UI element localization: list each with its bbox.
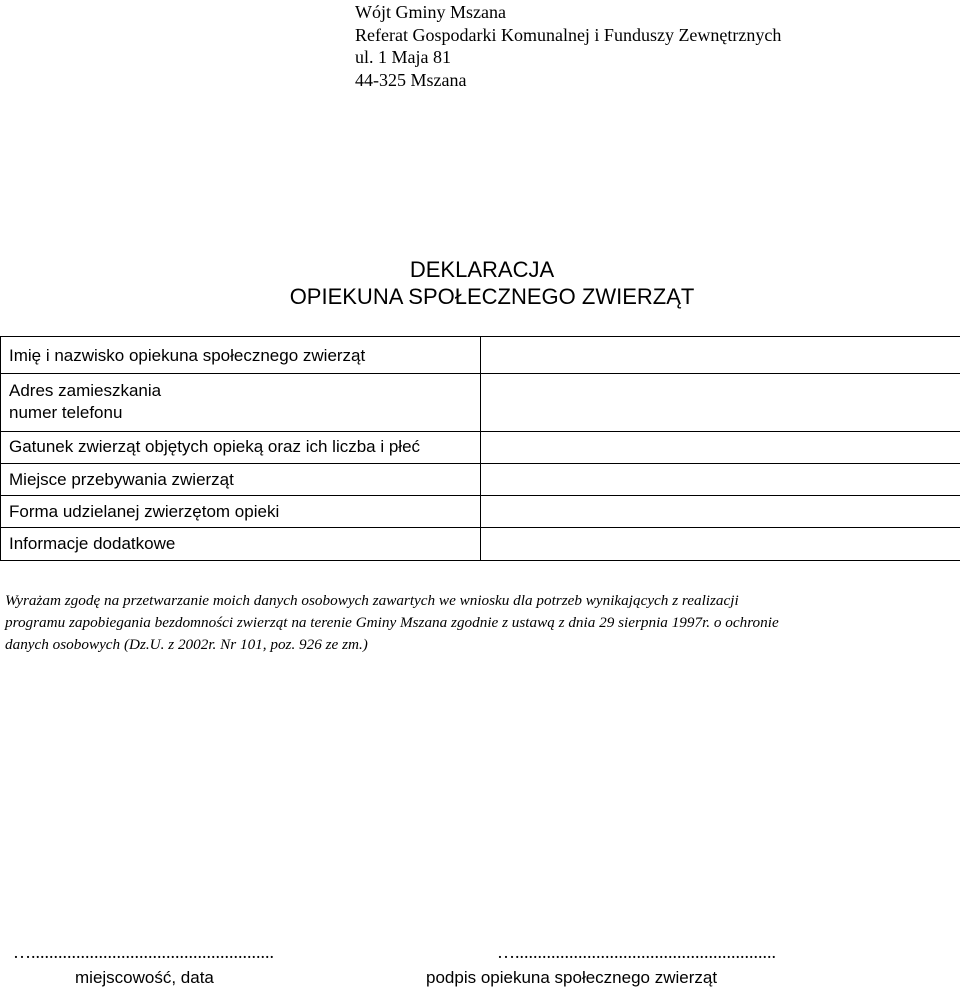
consent-statement	[5, 590, 960, 657]
document-title: DEKLARACJA	[409, 257, 555, 282]
consent-line: Wyrażam zgodę na przetwarzanie moich danych osobowych zawartych we wniosku dla potrzeb wynikających z realizacji	[5, 592, 739, 609]
place-date-signature-line: …......................................................	[13, 942, 274, 962]
form-row-care-form	[1, 496, 960, 528]
form-field-address[interactable]	[481, 374, 960, 432]
form-row-species	[1, 432, 960, 464]
place-date-label: miejscowość, data	[75, 968, 214, 987]
form-row-address	[1, 374, 960, 432]
form-field-care-form[interactable]	[481, 496, 960, 528]
form-field-location[interactable]	[481, 464, 960, 496]
guardian-signature-label: podpis opiekuna społecznego zwierząt	[426, 968, 718, 987]
form-row-location	[1, 464, 960, 496]
form-row-additional-info	[1, 528, 960, 561]
form-label-additional-info: Informacje dodatkowe	[1, 528, 481, 561]
form-label-location: Miejsce przebywania zwierząt	[1, 464, 481, 496]
form-label-species: Gatunek zwierząt objętych opieką oraz ich liczba i płeć	[1, 432, 481, 464]
document-subtitle: OPIEKUNA SPOŁECZNEGO ZWIERZĄT	[289, 284, 695, 309]
address-line-postal: 44-325 Mszana	[355, 69, 467, 90]
form-label-name: Imię i nazwisko opiekuna społecznego zwierząt	[1, 337, 481, 374]
consent-line: programu zapobiegania bezdomności zwierząt na terenie Gminy Mszana zgodnie z ustawą z dnia 29 sierpnia 1997r. o ochronie	[5, 614, 779, 632]
form-row-name	[1, 337, 960, 374]
consent-line: danych osobowych (Dz.U. z 2002r. Nr 101, poz. 926 ze zm.)	[5, 636, 368, 654]
form-field-species[interactable]	[481, 432, 960, 464]
declaration-form-table	[0, 336, 960, 561]
guardian-signature-line: …..........................................................	[497, 942, 776, 962]
address-line-street: ul. 1 Maja 81	[355, 47, 451, 68]
address-line-department: Referat Gospodarki Komunalnej i Funduszy Zewnętrznych	[355, 24, 782, 45]
form-label-care-form: Forma udzielanej zwierzętom opieki	[1, 496, 481, 528]
form-field-name[interactable]	[481, 337, 960, 374]
recipient-address-block	[355, 1, 781, 91]
address-line-office: Wójt Gminy Mszana	[355, 2, 506, 22]
form-field-additional-info[interactable]	[481, 528, 960, 561]
form-label-address: Adres zamieszkania numer telefonu	[1, 374, 481, 432]
